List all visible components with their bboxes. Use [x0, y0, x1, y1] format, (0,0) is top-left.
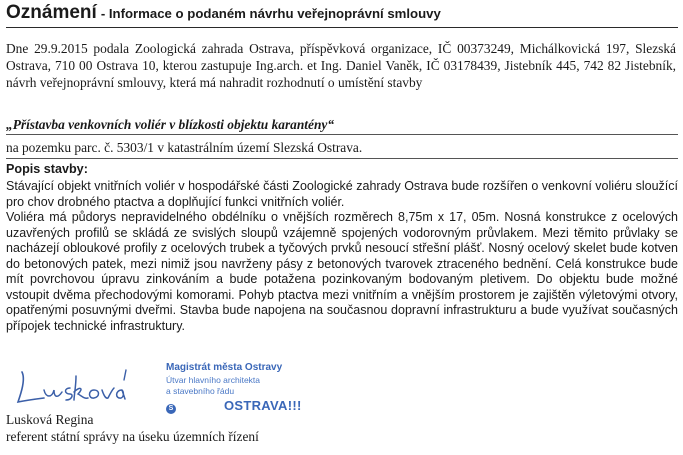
- signer-name: Lusková Regina: [6, 412, 94, 427]
- parcel-info: na pozemku parc. č. 5303/1 v katastrálním území Slezská Ostrava.: [6, 140, 363, 155]
- intro-paragraph: Dne 29.9.2015 podala Zoologická zahrada Ostrava, příspěvková organizace, IČ 00373249, Michálkovická 197, Slezská Ostrava, 710 00 Ostrava 10, kterou zastupuje Ing.arch. et Ing. Daniel Vaněk, IČ 03178439, Jistebník 445, 742 82 Jistebník, návrh veřejnoprávní smlouvy, která má nahradit rozhodnutí o umístění stavby: [6, 41, 676, 90]
- office-stamp: [162, 362, 352, 418]
- divider-parcel: [6, 158, 678, 159]
- description-heading: Popis stavby:: [6, 162, 88, 176]
- divider-project: [6, 134, 678, 135]
- description-body: [6, 179, 678, 334]
- description-paragraph: Voliéra má půdorys nepravidelného obdélníku o vnějších rozměrech 8,75m x 17, 05m. Nosná konstrukce z ocelových uzavřených profilů se skládá ze svislých sloupů vzájemně spojených vodorovným průvlakem. Mezi těmito průvlaky se nacházejí obloukové profily z ocelových trubek a tyčových prvků nesoucí střešní plášť. Nosný ocelový skelet bude kotven do betonových patek, mezi nimiž jsou navrženy pásy z betonových tvarovek ztraceného bednění. Celá konstrukce bude mít povrchovou úpravu zinkováním a bude potažena pozinkovaným bodovaným pletivem. Do objektu bude možné vstoupit dvěma přechodovými komorami. Pohyb ptactva mezi vnitřním a vnějším prostorem je zajištěn výletovými otvory, opatřenými posuvnými dveřmi. Stavba bude napojena na současnou dopravní infrastrukturu a bude využívat současných přípojek technické infrastruktury.: [6, 210, 678, 333]
- project-title: „Přístavba venkovních voliér v blízkosti objektu karantény“: [6, 117, 335, 132]
- signature-image: [14, 366, 134, 410]
- handwritten-signature: [14, 366, 134, 415]
- page-subtitle: - Informace o podaném návrhu veřejnoprávní smlouvy: [100, 6, 441, 21]
- stamp-department-line2: a stavebního řádu: [166, 386, 235, 396]
- description-paragraph: Stávající objekt vnitřních voliér v hospodářské části Zoologické zahrady Ostrava bude rozšířen o venkovní voliéru sloužící pro chov drobného ptactva a doplňující funkci vnitřních voliér.: [6, 179, 678, 209]
- signer-role: referent státní správy na úseku územních řízení: [6, 429, 259, 444]
- stamp-office-name: Magistrát města Ostravy: [166, 362, 283, 373]
- stamp-department: Útvar hlavního architekta: [166, 375, 261, 385]
- document-header: [6, 2, 678, 28]
- page-title: Oznámení: [6, 2, 97, 23]
- city-logo-icon: S: [166, 404, 176, 414]
- stamp-city: OSTRAVA!!!: [224, 398, 302, 413]
